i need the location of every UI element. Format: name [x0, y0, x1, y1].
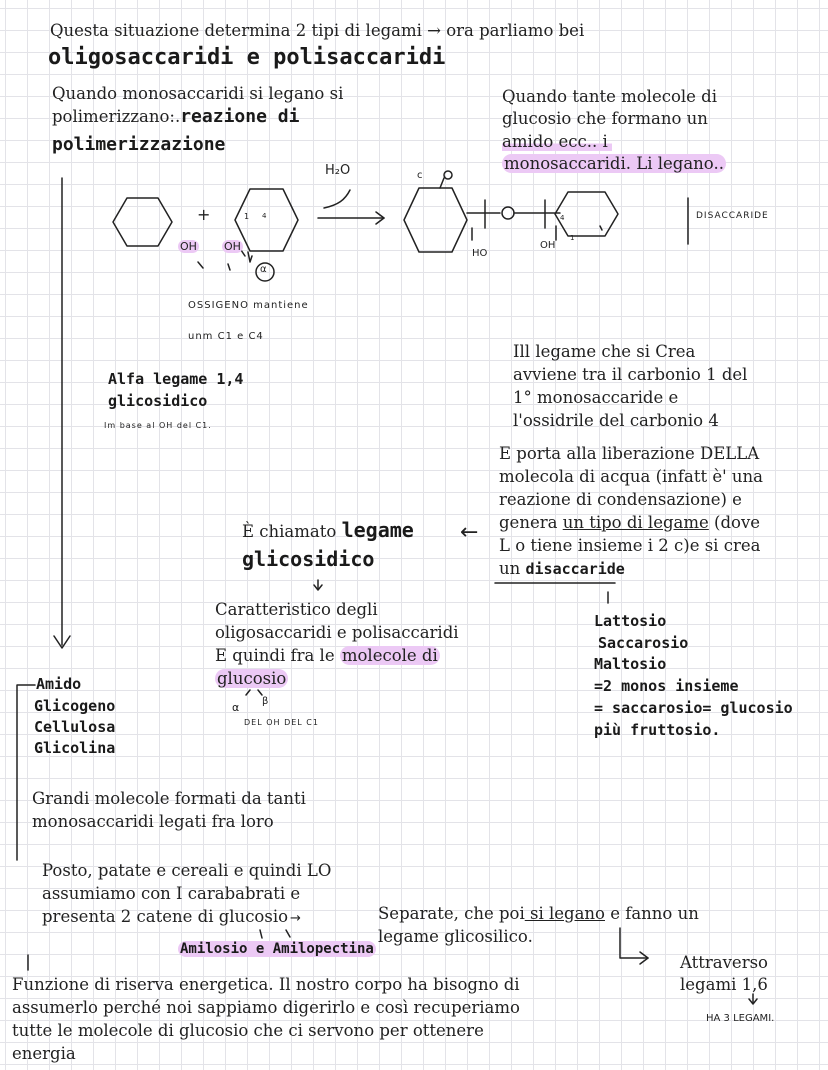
charact-note: DEL OH DEL C1 — [244, 718, 319, 727]
funzione-line-1: Funzione di riserva energetica. Il nostro corpo ha bisogno di — [12, 975, 520, 994]
release-line-4b: un tipo di legame — [562, 513, 709, 532]
left-line-1: Quando monosaccaridi si legano si — [52, 84, 344, 103]
amilosio-label — [178, 941, 376, 957]
charact-line-3b: molecole di — [341, 646, 438, 665]
grandi-line-2: monosaccaridi legati fra loro — [32, 812, 274, 831]
disacc-line-5: = saccarosio= glucosio — [594, 699, 793, 717]
alpha-mark: α — [260, 264, 267, 275]
disacc-item-2: Saccarosio — [598, 634, 689, 652]
c-label: c — [417, 170, 423, 181]
amilosio-text: Amilosio e Amilopectina — [180, 941, 374, 957]
oh-right — [222, 235, 243, 254]
diagram-note-2: unm C1 e C4 — [188, 331, 264, 342]
right-line-3-text: amido ecc.. i — [502, 132, 612, 151]
explain-line-4: l'ossidrile del carbonio 4 — [513, 411, 719, 430]
num-1: 1 — [244, 212, 250, 221]
oh-product: OH — [540, 240, 556, 251]
release-line-5: L o tiene insieme i 2 c)e si crea — [499, 536, 761, 555]
explain-line-3: 1° monosaccaride e — [513, 388, 679, 407]
left-line-3: polimerizzazione — [52, 134, 226, 155]
num-4: 4 — [560, 214, 565, 222]
separate-line-1a: Separate, che poi — [378, 904, 525, 923]
water-label: H₂O — [325, 163, 351, 178]
attraverso-line-1: Attraverso — [680, 953, 768, 972]
disacc-line-4: =2 monos insieme — [594, 677, 739, 695]
poly-item-3: Cellulosa — [34, 718, 116, 736]
separate-line-1 — [378, 902, 699, 925]
num-4b: 4 — [262, 212, 267, 220]
num-1b: 1 — [570, 234, 575, 242]
alfa-line-2: glicosidico — [108, 392, 208, 410]
poly-item-1: Amido — [36, 675, 82, 693]
release-line-6 — [499, 557, 625, 581]
charact-line-4 — [215, 667, 288, 690]
right-line-4-text: monosaccaridi. Li legano.. — [504, 154, 724, 173]
explain-line-1: Ill legame che si Crea — [513, 342, 696, 361]
attraverso-note: HA 3 LEGAMI. — [706, 1013, 775, 1024]
right-line-4 — [502, 152, 726, 175]
ho-label: HO — [472, 248, 488, 259]
funzione-line-3: tutte le molecole di glucosio che ci servono per ottenere — [12, 1021, 484, 1040]
release-line-3: reazione di condensazione) e — [499, 490, 742, 509]
release-line-6a: un — [499, 559, 526, 578]
oh-left-text: OH — [180, 240, 197, 253]
water-curve — [324, 190, 350, 208]
named-line-2: glicosidico — [242, 547, 375, 571]
oh-right-text: OH — [224, 240, 241, 253]
plus-sign: + — [197, 205, 211, 224]
funzione-line-4: energia — [12, 1044, 76, 1063]
right-line-2: glucosio che formano un — [502, 109, 708, 128]
funzione-line-2: assumerlo perché noi sappiamo digerirlo e così recuperiamo — [12, 998, 520, 1017]
attraverso-line-2: legami 1,6 — [680, 975, 768, 994]
left-line-2a: polimerizzano:. — [52, 107, 181, 126]
oxygen-bridge — [502, 207, 514, 219]
left-line-2 — [52, 105, 299, 128]
separate-line-1b: si legano — [524, 904, 605, 923]
product-hexagon-1 — [404, 188, 467, 252]
charact-line-3 — [215, 644, 440, 667]
posto-arrow: → — [290, 911, 301, 926]
disacc-line-6: più fruttosio. — [594, 721, 721, 739]
posto-line-3 — [42, 905, 301, 930]
release-line-1: E porta alla liberazione DELLA — [499, 444, 760, 463]
corner-arrow — [620, 928, 648, 958]
list-bracket — [17, 685, 35, 860]
posto-line-1: Posto, patate e cereali e quindi LO — [42, 861, 332, 880]
left-arrow: ← — [460, 520, 479, 545]
oh-left — [178, 235, 199, 254]
posto-line-3-text: presenta 2 catene di glucosio — [42, 907, 289, 926]
poly-item-2: Glicogeno — [34, 697, 116, 715]
poly-item-4: Glicolina — [34, 739, 116, 757]
release-line-4a: genera — [499, 513, 563, 532]
right-line-1: Quando tante molecole di — [502, 87, 718, 106]
charact-line-2: oligosaccaridi e polisaccaridi — [215, 623, 459, 642]
page-title: oligosaccaridi e polisaccaridi — [48, 45, 446, 70]
diagram-note-1: OSSIGENO mantiene — [188, 300, 309, 311]
charact-line-3a: E quindi fra le — [215, 646, 340, 665]
separate-line-2: legame glicosilico. — [378, 927, 533, 946]
release-line-6b: disaccaride — [525, 560, 625, 578]
disacc-item-1: Lattosio — [594, 612, 667, 630]
release-line-4c: (dove — [708, 513, 761, 532]
charact-alpha: α — [232, 701, 240, 714]
disacc-item-3: Maltosio — [594, 655, 667, 673]
disaccaride-label: DISACCARIDE — [696, 211, 769, 221]
release-line-4 — [499, 511, 760, 534]
release-line-2: molecola di acqua (infatt è' una — [499, 467, 764, 486]
intro-line: Questa situazione determina 2 tipi di legami → ora parliamo bei — [50, 21, 585, 40]
alfa-line-1: Alfa legame 1,4 — [108, 370, 244, 388]
charact-line-4-text: glucosio — [217, 669, 287, 688]
charact-line-1: Caratteristico degli — [215, 600, 378, 619]
left-line-2b: reazione di — [180, 106, 300, 127]
grandi-line-1: Grandi molecole formati da tanti — [32, 789, 306, 808]
alfa-note: Im base al OH del C1. — [104, 421, 212, 430]
separate-line-1c: e fanno un — [604, 904, 699, 923]
hexagon-1 — [113, 198, 172, 246]
named-line-1 — [242, 518, 414, 543]
named-pre: È chiamato — [242, 522, 342, 541]
right-line-3 — [502, 130, 612, 153]
charact-beta: β — [262, 696, 269, 707]
named-bold-1: legame — [341, 518, 414, 542]
posto-line-2: assumiamo con I carababrati e — [42, 884, 301, 903]
explain-line-2: avviene tra il carbonio 1 del — [513, 365, 748, 384]
